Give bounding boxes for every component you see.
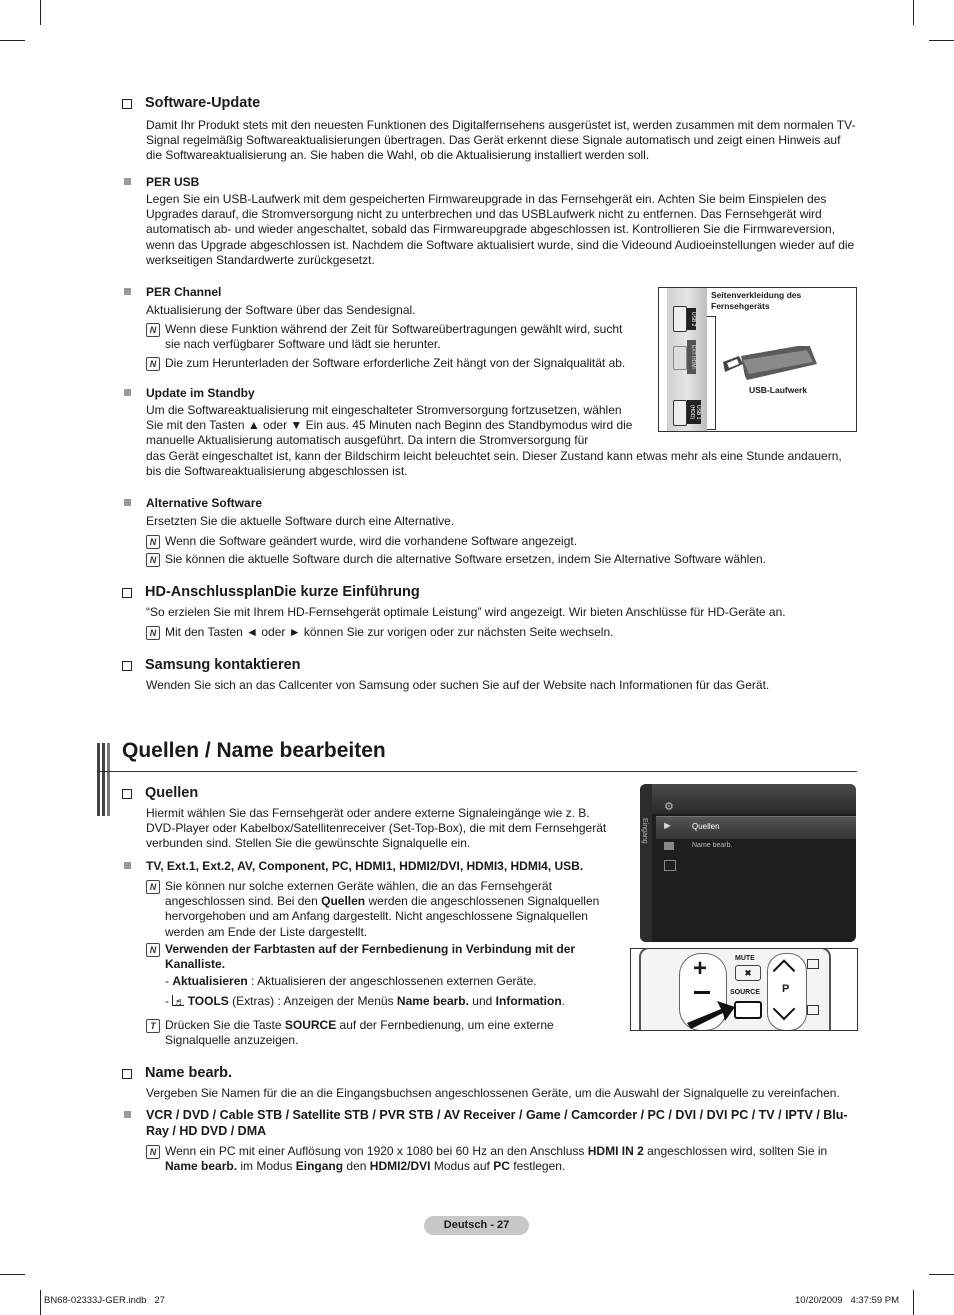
port-label-ext-hdmi: EXT HDMI [687,340,696,374]
side-button-icon [807,1005,819,1015]
title-rule [97,771,857,772]
note-icon: N [146,943,160,957]
port-label-usb2: USB 2 [687,308,696,330]
bullet-icon [124,178,131,185]
checkbox-icon [122,789,132,799]
note-icon: N [146,626,160,640]
note-icon: N [146,880,160,894]
menu-selected-bar [656,816,856,839]
per-usb-text: Legen Sie ein USB-Laufwerk mit dem gespeicherten Firmwareupgrade in das Fernsehgerät ein. Achten Sie beim Einspielen des Upgrades darauf, die Stromversorgung nicht zu unterbrechen und das USBLaufwerk nicht zu entfernen. Das Fernsehgerät wird automatisch ab- und wieder angeschaltet, sobald das Firmwareupgrade abgeschlossen ist. Kontrollieren Sie die Firmwareversion, wenn das Upgrade abgeschlossen ist. Nachdem die Software aktualisiert wurde, sind die Videound Audioeinstellungen wieder auf die werkseitigen Standardwerte zurückgesetzt. [146,192,855,267]
tools-icon: ♬ [173,995,186,1009]
title-bar-decoration [97,743,100,816]
support-icon [664,860,676,871]
name-bearb-text: Vergeben Sie Namen für die an die Eingangsbuchsen angeschlossenen Geräte, um die Auswahl der Signalquelle zu vereinfachen. [146,1086,840,1100]
usb-drive-icon [721,346,821,388]
pointer-arrow-icon [687,999,735,1029]
bullet-icon [124,862,131,869]
usb-port-1 [673,400,687,426]
alt-title: Alternative Software [146,496,263,510]
side-button-icon [807,959,819,969]
hdmi-port [673,346,687,370]
dash-item-tools: - ♬ TOOLS (Extras) : Anzeigen der Menüs Name bearb. und Information. [165,994,566,1009]
checkbox-icon [122,661,132,671]
bullet-icon [124,288,131,295]
note-icon: N [146,535,160,549]
checkbox-icon [122,1069,132,1079]
port-label-usb1: USB 1 (HDD) [687,400,701,424]
usb-port-2 [673,306,687,332]
samsung-text: Wenden Sie sich an das Callcenter von Samsung oder suchen Sie auf der Website nach Informationen für das Gerät. [146,678,770,692]
menu-item-name-bearb[interactable]: Name bearb. [692,842,733,849]
menu-side-tab: Eingang [641,818,648,844]
note-icon: N [146,1145,160,1159]
standby-title: Update im Standby [146,386,255,400]
quellen-text: Hiermit wählen Sie das Fernsehgerät oder andere externe Signaleingänge wie z. B. DVD-Player oder Kabelbox/Satellitenreceiver (Set-Top-Box), die mit dem Fernsehgerät verbunden sind. Stellen Sie die gewünschte Signalquelle ein. [146,806,607,851]
software-update-text: Damit Ihr Produkt stets mit den neuesten Funktionen des Digitalfernsehens ausgerüstet ist, werden zusammen mit dem normalen TV-Signal regelmäßig Softwareaktualisierungen übertragen. Das Gerät erkennt diese Signale automatisch und zeigt einen Hinweis auf die Softwareaktualisierung an. Sie haben die Wahl, ob die Aktualisierung installiert werden soll. [146,118,856,163]
note-icon: N [146,323,160,337]
channel-label: P [782,983,790,995]
menu-item-quellen[interactable]: Quellen [692,822,720,831]
per-channel-title: PER Channel [146,285,222,299]
mute-button[interactable]: ✖ [735,965,761,981]
standby-text-a: Um die Softwareaktualisierung mit eingeschalteter Stromversorgung fortzusetzen, wählen Sie mit den Tasten ▲ oder ▼ Ein aus. 45 Minuten nach Beginn des Standbymodus wird die manuelle Aktualisierung automatisch ausgeführt. Da intern die Stromversorgung für [146,403,633,448]
bullet-icon [124,389,131,396]
alt-text: Ersetzten Sie die aktuelle Software durch eine Alternative. [146,514,455,528]
checkbox-icon [122,588,132,598]
quellen-list: TV, Ext.1, Ext.2, AV, Component, PC, HDMI1, HDMI2/DVI, HDMI3, HDMI4, USB. [146,859,584,873]
drive-label: USB-Laufwerk [749,385,808,395]
page-title: Quellen / Name bearbeiten [122,739,386,762]
title-bar-decoration [107,743,110,816]
per-usb-title: PER USB [146,175,200,189]
source-button[interactable] [734,1001,762,1019]
menu-side-strip [640,784,652,942]
bullet-icon [124,1111,131,1118]
picture-icon [664,842,674,850]
settings-icon: ⚙ [664,801,674,813]
note-icon: N [146,357,160,371]
osd-menu-figure [640,784,856,942]
page-number-badge: Deutsch - 27 [424,1216,529,1235]
name-bearb-list: VCR / DVD / Cable STB / Satellite STB / PVR STB / AV Receiver / Game / Camcorder / PC / DVI / DVI PC / TV / IPTV / Blu- Ray / HD DVD / DMA [146,1108,848,1138]
standby-text-b: das Gerät eingeschaltet ist, kann der Bildschirm leicht beleuchtet sein. Dieser Zustand kann etwas mehr als eine Stunde andauern, bis die Softwareaktualisierung abgeschlossen ist. [146,449,842,479]
volume-up-icon: + [693,955,708,982]
footer-date: 10/20/2009 4:37:59 PM [795,1295,900,1306]
remote-figure [630,948,858,1031]
footer-file: BN68-02333J-GER.indb 27 [44,1295,165,1306]
source-label: SOURCE [730,989,760,996]
side-label: Seitenverkleidung des Fernsehgeräts [711,290,802,311]
checkbox-icon [122,99,132,109]
per-channel-text: Aktualisierung der Software über das Sendesignal. [146,303,416,317]
note-icon: N [146,553,160,567]
volume-down-icon [694,991,710,994]
usb-figure [658,287,857,432]
input-icon: ► [662,820,673,832]
remote-note-icon: T [146,1019,160,1033]
hd-plan-text: “So erzielen Sie mit Ihrem HD-Fernsehgerät optimale Leistung” wird angezeigt. Wir bieten Anschlüsse für HD-Geräte an. [146,605,786,619]
mute-label: MUTE [735,955,755,962]
bullet-icon [124,499,131,506]
title-bar-decoration [102,743,105,816]
bracket-line [707,316,716,430]
dash-item-aktualisieren: - Aktualisieren : Aktualisieren der angeschlossenen externen Geräte. [165,974,537,988]
